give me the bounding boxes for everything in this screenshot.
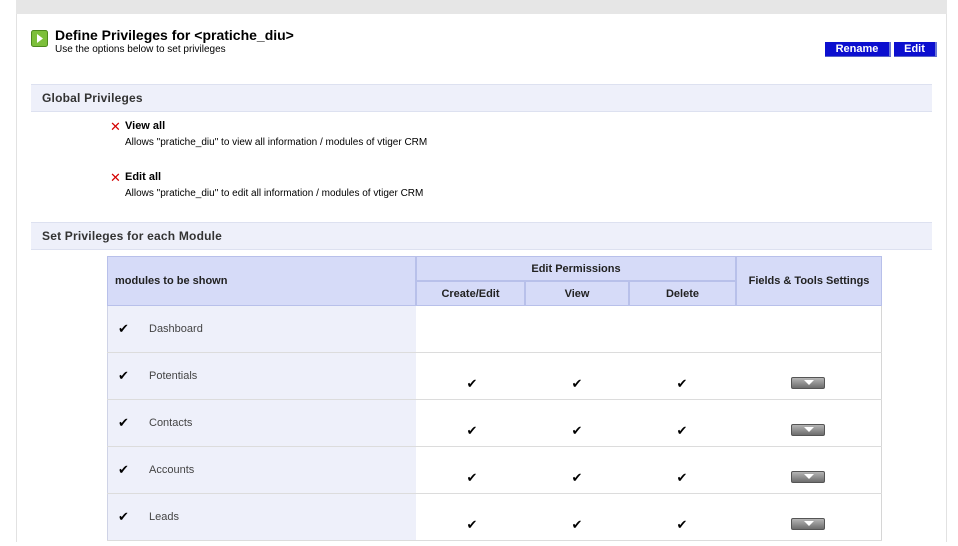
table-row	[107, 353, 882, 400]
rename-button[interactable]: Rename	[825, 42, 891, 57]
dropdown-arrow-icon	[804, 474, 814, 479]
delete-check-icon[interactable]: ✔	[676, 517, 688, 532]
column-header-view: View	[525, 281, 629, 306]
permissions-cell	[416, 353, 882, 399]
table-row	[107, 306, 882, 353]
frame-border-left	[16, 14, 17, 542]
permissions-cell	[416, 400, 882, 446]
module-privileges-table	[107, 256, 882, 546]
view-check-icon[interactable]: ✔	[571, 517, 583, 532]
table-row	[107, 400, 882, 447]
section-module-privileges: Set Privileges for each Module	[31, 222, 932, 250]
module-label: Accounts	[149, 464, 195, 476]
view-check-icon[interactable]: ✔	[571, 470, 583, 485]
settings-dropdown-button[interactable]	[791, 471, 825, 483]
module-label: Dashboard	[149, 323, 203, 335]
delete-check-icon[interactable]: ✔	[676, 470, 688, 485]
page-subtitle: Use the options below to set privileges	[55, 44, 226, 55]
frame-border-right	[946, 14, 947, 542]
privilege-name: Edit all	[125, 171, 162, 183]
module-label: Leads	[149, 511, 179, 523]
top-strip	[16, 0, 947, 14]
module-label: Potentials	[149, 370, 198, 382]
privilege-name: View all	[125, 120, 166, 132]
create-edit-check-icon[interactable]: ✔	[466, 423, 478, 438]
module-shown-check-icon[interactable]: ✔	[118, 462, 129, 477]
permissions-cell	[416, 494, 882, 540]
table-row	[107, 447, 882, 494]
play-arrow-icon	[31, 30, 48, 47]
permissions-cell	[416, 447, 882, 493]
column-header-modules: modules to be shown	[107, 256, 416, 306]
create-edit-check-icon[interactable]: ✔	[466, 470, 478, 485]
create-edit-check-icon[interactable]: ✔	[466, 517, 478, 532]
module-shown-check-icon[interactable]: ✔	[118, 368, 129, 383]
edit-button[interactable]: Edit	[894, 42, 937, 57]
create-edit-check-icon[interactable]: ✔	[466, 376, 478, 391]
dropdown-arrow-icon	[804, 427, 814, 432]
view-check-icon[interactable]: ✔	[571, 423, 583, 438]
view-check-icon[interactable]: ✔	[571, 376, 583, 391]
cross-icon: ✕	[110, 170, 121, 185]
column-header-delete: Delete	[629, 281, 736, 306]
dropdown-arrow-icon	[804, 521, 814, 526]
module-shown-check-icon[interactable]: ✔	[118, 321, 129, 336]
dropdown-arrow-icon	[804, 380, 814, 385]
column-header-fields-tools: Fields & Tools Settings	[736, 256, 882, 306]
column-header-edit-permissions: Edit Permissions	[416, 256, 736, 281]
permissions-cell	[416, 306, 882, 352]
privilege-description: Allows "pratiche_diu" to view all information / modules of vtiger CRM	[125, 137, 428, 148]
module-label: Contacts	[149, 417, 193, 429]
page-title: Define Privileges for <pratiche_diu>	[55, 27, 294, 43]
table-row	[107, 494, 882, 541]
column-header-create-edit: Create/Edit	[416, 281, 525, 306]
module-shown-check-icon[interactable]: ✔	[118, 509, 129, 524]
privilege-description: Allows "pratiche_diu" to edit all information / modules of vtiger CRM	[125, 188, 424, 199]
settings-dropdown-button[interactable]	[791, 518, 825, 530]
section-global-privileges: Global Privileges	[31, 84, 932, 112]
delete-check-icon[interactable]: ✔	[676, 423, 688, 438]
settings-dropdown-button[interactable]	[791, 377, 825, 389]
cross-icon: ✕	[110, 119, 121, 134]
module-shown-check-icon[interactable]: ✔	[118, 415, 129, 430]
settings-dropdown-button[interactable]	[791, 424, 825, 436]
delete-check-icon[interactable]: ✔	[676, 376, 688, 391]
